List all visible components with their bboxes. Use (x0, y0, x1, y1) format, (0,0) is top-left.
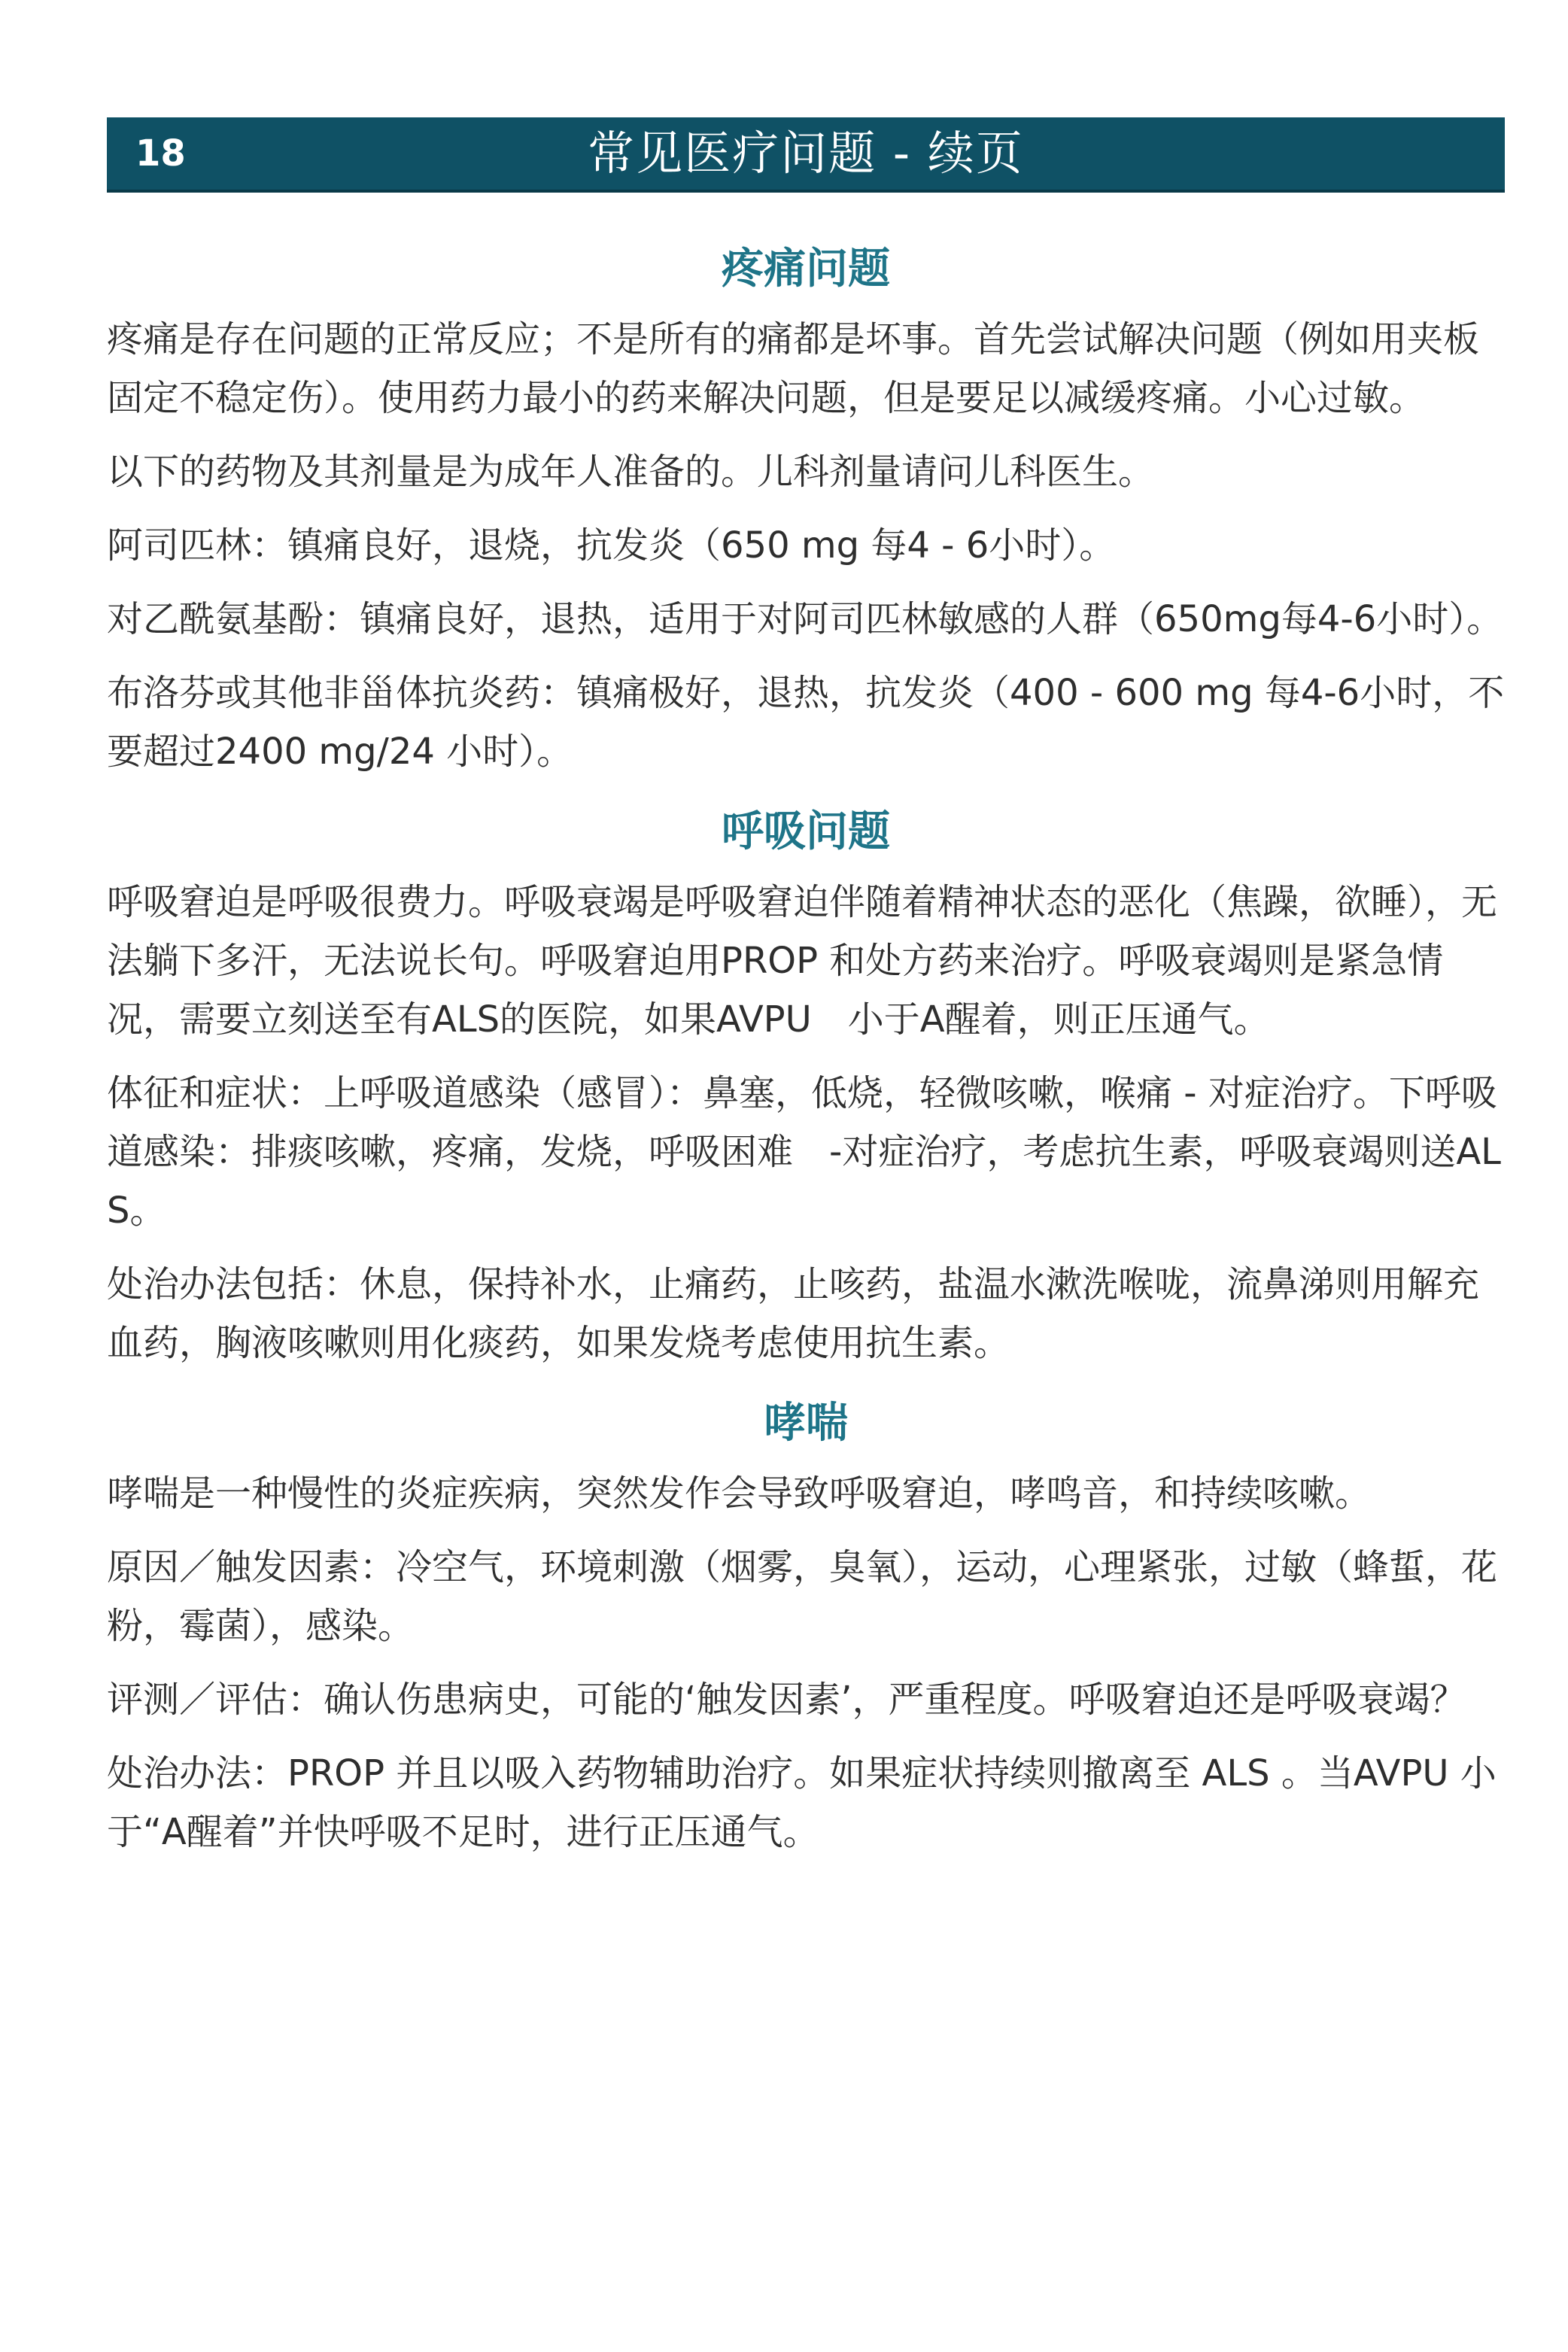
page-number: 18 (135, 132, 186, 175)
paragraph: 体征和症状：上呼吸道感染（感冒）：鼻塞，低烧，轻微咳嗽，喉痛 - 对症治疗。下呼吸道感染：排痰咳嗽，疼痛，发烧，呼吸困难 -对症治疗，考虑抗生素，呼吸衰竭则送ALS。 (107, 1072, 1501, 1232)
paragraph: 处治办法包括：休息，保持补水，止痛药，止咳药，盐温水漱洗喉咙，流鼻涕则用解充血药，胸液咳嗽则用化痰药，如果发烧考虑使用抗生素。 (107, 1263, 1480, 1364)
section-title: 呼吸问题 (722, 807, 890, 856)
section-title: 疼痛问题 (722, 245, 890, 293)
page-content (107, 239, 1505, 1876)
page-title: 常见医疗问题 - 续页 (588, 126, 1024, 181)
paragraph: 评测／评估：确认伤患病史，可能的‘触发因素’，严重程度。呼吸窘迫还是呼吸衰竭？ (107, 1679, 1466, 1721)
paragraph: 疼痛是存在问题的正常反应；不是所有的痛都是坏事。首先尝试解决问题（例如用夹板固定不稳定伤）。使用药力最小的药来解决问题，但是要足以减缓疼痛。小心过敏。 (107, 318, 1480, 419)
section-asthma (107, 1393, 1505, 1861)
paragraph: 原因／触发因素：冷空气，环境刺激（烟雾，臭氧），运动，心理紧张，过敏（蜂蜇，花粉，霉菌），感染。 (107, 1546, 1498, 1647)
paragraph: 呼吸窘迫是呼吸很费力。呼吸衰竭是呼吸窘迫伴随着精神状态的恶化（焦躁，欲睡），无法躺下多汗，无法说长句。呼吸窘迫用PROP 和处方药来治疗。呼吸衰竭则是紧急情况，需要立刻送至有ALS的医院，如果AVPU 小于A醒着，则正压通气。 (107, 881, 1498, 1041)
paragraph: 哮喘是一种慢性的炎症疾病，突然发作会导致呼吸窘迫，哮鸣音，和持续咳嗽。 (107, 1472, 1372, 1515)
section-pain (107, 239, 1505, 781)
paragraph: 对乙酰氨基酚：镇痛良好，退热，适用于对阿司匹林敏感的人群（650mg每4-6小时）。 (107, 598, 1503, 640)
section-respiratory (107, 802, 1505, 1372)
paragraph: 以下的药物及其剂量是为成年人准备的。儿科剂量请问儿科医生。 (107, 451, 1155, 493)
page-header-bar (107, 117, 1505, 193)
paragraph: 处治办法：PROP 并且以吸入药物辅助治疗。如果症状持续则撤离至 ALS 。当AVPU 小于“A醒着”并快呼吸不足时，进行正压通气。 (107, 1752, 1497, 1853)
paragraph: 布洛芬或其他非甾体抗炎药：镇痛极好，退热，抗发炎（400 - 600 mg 每4-6小时，不要超过2400 mg/24 小时）。 (107, 672, 1505, 773)
paragraph: 阿司匹林：镇痛良好，退烧，抗发炎（650 mg 每4 - 6小时）。 (107, 524, 1116, 567)
section-title: 哮喘 (764, 1399, 848, 1448)
